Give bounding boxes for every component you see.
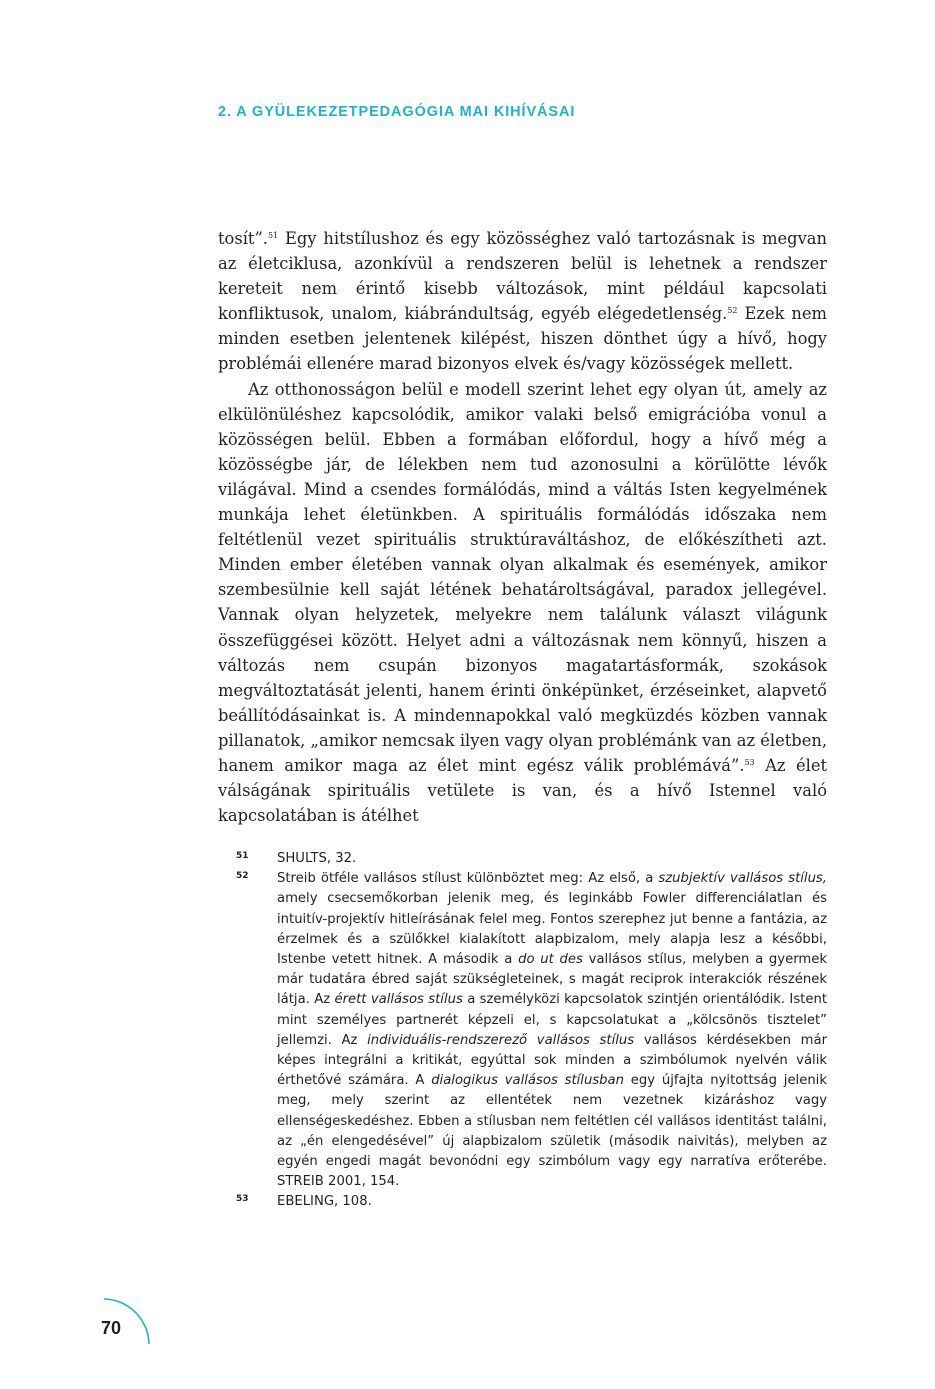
footnote-number: 53 — [236, 1194, 249, 1205]
text-run: Az élet válságának spirituális vetülete is van, és a hívő Istennel való kapcsolatában is átélhet — [218, 755, 827, 826]
footnote — [236, 1192, 827, 1212]
footnote-ref[interactable]: 51 — [267, 231, 279, 240]
text-run: tosít”. — [218, 229, 268, 248]
text-run: Egy hitstílushoz és egy közösséghez való tartozásnak is megvan az életciklusa, azonkívül a rendszeren belül is lehetnek a rendszer kereteit nem érintő kisebb változások, mint például kapcsolati konfliktusok, unalom, kiábrándultság, egyéb elégedetlenség. — [218, 229, 827, 324]
footnote — [236, 869, 827, 1192]
footnote-ref[interactable]: 53 — [744, 757, 755, 767]
footnote-text — [277, 869, 827, 1192]
footnote — [236, 849, 827, 869]
page-number: 70 — [101, 1318, 122, 1338]
text-run: Streib ötféle vallásos stílust különböztet meg: Az első, a — [277, 871, 659, 887]
italic-term: szubjektív vallásos stílus, — [658, 871, 827, 887]
footnote-number: 52 — [236, 871, 249, 882]
running-head: 2. A GYÜLEKEZETPEDAGÓGIA MAI KIHÍVÁSAI — [218, 104, 576, 120]
paragraph — [218, 226, 827, 377]
footnote-text: EBELING, 108. — [277, 1194, 372, 1210]
text-run: Az otthonosságon belül e modell szerint lehet egy olyan út, amely az elkülönüléshez kapcsolódik, amikor valaki belső emigrációba vonul a közösségen belül. Ebben a formában előfordul, hogy a hívő még a közösségbe jár, de lélekben nem tud azonosulni a körülötte lévők világával. Mind a csendes formálódás, mind a váltás Isten kegyelmének munkája lehet életünkben. A spirituális formálódás időszaka nem feltétlenül vezet spirituális struktúraváltáshoz, de előkészítheti azt. Minden ember életében vannak olyan alkalmak és események, amikor szembesülnie kell saját létének behatároltságával, paradox jellegével. Vannak olyan helyzetek, melyekre nem találunk választ világunk összefüggései között. Helyet adni a változásnak nem könnyű, hiszen a változás nem csupán bizonyos magatartásformák, szokások megváltoztatását jelenti, hanem érinti önképünket, érzéseinket, alapvető beállítódásainkat is. A mindennapokkal való megküzdés közben vannak pillanatok, „amikor nemcsak ilyen vagy olyan problémánk van az életben, hanem amikor maga az élet mint egész válik problémává”. — [218, 379, 827, 775]
footnote-ref[interactable]: 52 — [727, 306, 738, 316]
italic-term: do ut des — [518, 952, 583, 968]
italic-term: érett vallásos stílus — [334, 992, 463, 1008]
text-run: vallásos kérdésekben már képes integrálni a kritikát, egyúttal sok minden a szimbólumok nyelvén válik érthetővé számára. A — [277, 1032, 828, 1089]
footnotes — [236, 849, 827, 1213]
text-run: amely csecsemőkorban jelenik meg, és leginkább Fowler differenciálatlan és intuitív-projektív hitleírásának felel meg. Fontos szerephez jut benne a fantázia, az érzelmek és a szülőkkel kialakított alapbizalom, mely alapja lesz a későbbi, Istenbe vetett hitnek. A második a — [277, 891, 827, 968]
footnote-text: SHULTS, 32. — [277, 851, 357, 866]
text-run: vallásos stílus, melyben a gyermek már tudatára ébred saját szükségleteinek, s magát reciprok interakciók részének látja. Az — [277, 952, 827, 1008]
text-run: a személyközi kapcsolatok szintjén orientálódik. Istent mint személyes partnerét képzeli el, s kapcsolatukat a „kölcsönös tisztelet” jellemzi. Az — [277, 992, 827, 1048]
text-run: Ezek nem minden esetben jelentenek kilépést, hiszen dönthet úgy a hívő, hogy problémái ellenére marad bizonyos elvek és/vagy közösségek mellett. — [218, 304, 827, 374]
italic-term: individuális-rendszerező vallásos stílus — [367, 1032, 635, 1048]
body-text — [218, 226, 827, 828]
text-run: egy újfajta nyitottság jelenik meg, mely szerint az ellentétek nem vezetnek kizáráshoz vagy ellenségeskedéshez. Ebben a stílusban nem feltétlen cél vallásos identitást találni, az „én elengedésével” új alapbizalom születik (második naivitás), melyben az egyén engedi magát bevonódni egy szimbólum vagy egy narratíva erőterébe. STREIB 2001, 154. — [277, 1073, 827, 1190]
footnote-number: 51 — [236, 851, 249, 861]
italic-term: dialogikus vallásos stílusban — [431, 1073, 624, 1089]
paragraph — [218, 377, 827, 829]
